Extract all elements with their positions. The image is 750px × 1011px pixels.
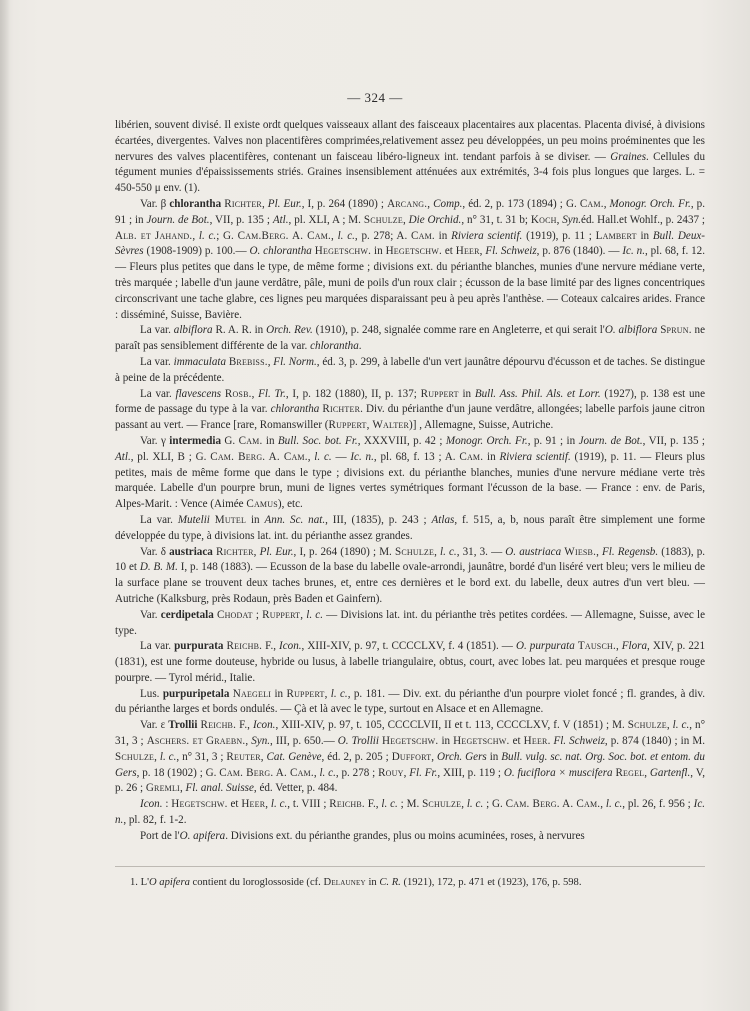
smallcaps-run: Regel [615, 766, 645, 779]
italic-run: Cat. Genève [266, 750, 322, 763]
italic-run: O. purpurata [515, 640, 575, 653]
text-run: , V, p. 26 ; [115, 766, 706, 795]
italic-run: Syn. [562, 213, 582, 226]
footnote-divider [115, 866, 705, 867]
bold-run: purpuripetala [162, 687, 230, 700]
smallcaps-run: Ruppert [286, 687, 325, 700]
text-run: in [458, 387, 475, 400]
italic-run: l. c. [466, 798, 484, 811]
text-run: , [265, 798, 271, 811]
italic-run: Icon. [140, 798, 163, 811]
smallcaps-run: Schulze [394, 545, 435, 558]
italic-run: O. fuciflora × muscifera [503, 766, 613, 779]
text-run: , [307, 450, 315, 463]
text-run: , VII, p. 135 ; [642, 434, 706, 447]
italic-run: C. R. [379, 877, 401, 888]
text-run: , XXXVIII, p. 42 ; [357, 434, 446, 447]
italic-run: Bull. vulg. sc. nat. Org. Soc. bot. et entom. du Gers [115, 750, 705, 779]
italic-run: Atlas [431, 513, 455, 526]
text-run: et [227, 798, 242, 811]
smallcaps-run: Heer [455, 245, 480, 258]
text-run: G. [221, 434, 239, 447]
text-run: Var. [140, 608, 161, 621]
text-run: , VII, p. 135 ; [209, 213, 273, 226]
text-run: , [666, 719, 673, 732]
smallcaps-run: Cam. [411, 229, 435, 242]
text-run: et [509, 735, 524, 748]
text-run: in [434, 229, 452, 242]
text-run: , XIII, p. 119 ; [437, 766, 504, 779]
paragraph [115, 545, 705, 608]
italic-run: Bull. Soc. bot. Fr. [277, 434, 358, 447]
text-run: , III, p. 650.— [270, 735, 338, 748]
text-run: Var. δ [140, 545, 170, 558]
footnote [130, 876, 705, 890]
text-run: , éd. 3, p. 299, à labelle d'un vert jaunâtre dépourvu d'écusson et de taches. Se distingue à peine de la précédente. [115, 355, 705, 384]
text-run: , [427, 197, 434, 210]
text-run: , t. VIII ; [287, 798, 330, 811]
text-run: F., [262, 640, 280, 653]
text-run: in [262, 434, 278, 447]
text-run: : [162, 798, 172, 811]
smallcaps-run: Tausch. [577, 640, 616, 653]
italic-run: Pl. Eur. [259, 545, 294, 558]
text-run: , éd. 2, p. 205 ; [321, 750, 392, 763]
text-run: , XIV, p. 221 (1831), est une forme douteuse, hybride ou lusus, à labelle triangulaire, obtus, court, avec lobes lat. peu marquées et presque rouge pourpre. — Tyrol mérid., Italie. [115, 640, 706, 684]
text-run: )] , Allemagne, Suisse, Autriche. [409, 419, 554, 432]
italic-run: Fl. anal. Suisse [185, 782, 254, 795]
smallcaps-run: Rosb. [224, 387, 252, 400]
smallcaps-run: Koch [530, 213, 557, 226]
text-run: in [486, 750, 502, 763]
text-run: . [547, 735, 554, 748]
italic-run: Atl. [272, 213, 289, 226]
italic-run: Comp. [433, 197, 463, 210]
text-run: , [600, 798, 606, 811]
text-run: , [192, 229, 199, 242]
paragraph [115, 323, 705, 355]
text-run: ; G. [216, 229, 238, 242]
smallcaps-run: Alb. et Jahand. [115, 229, 193, 242]
smallcaps-run: Cam. [459, 450, 484, 463]
text-run: , XIII-XIV, p. 97, t. 105, CCCCLVII, II et t. 113, CCCCLXV, f. V (1851) ; M. [275, 719, 628, 732]
text-run: , 31, 3. — [456, 545, 506, 558]
text-run: , p. 278 ; [335, 766, 379, 779]
italic-run: apifera [159, 877, 190, 888]
bold-run: cerdipetala [160, 608, 214, 621]
text-run: ; G. [483, 798, 506, 811]
italic-run: flavescens [175, 387, 222, 400]
text-run: Lus. [140, 687, 163, 700]
smallcaps-run: Wiesb. [564, 545, 597, 558]
smallcaps-run: Hegetschw. [453, 735, 510, 748]
italic-run: Fl. Norm. [273, 355, 317, 368]
text-run: , [313, 766, 320, 779]
italic-run: Graines [610, 150, 647, 163]
smallcaps-run: Schulze [627, 719, 667, 732]
bold-run: austriaca [169, 545, 213, 558]
italic-run: D. B. M. [139, 561, 178, 574]
paragraph [115, 608, 705, 640]
text-run: F., [236, 719, 253, 732]
paragraph [115, 687, 705, 719]
text-run: , I, p. 264 (1890) ; [301, 197, 388, 210]
paragraph [115, 355, 705, 387]
smallcaps-run: Richter [215, 545, 254, 558]
text-run: , [253, 545, 260, 558]
italic-run: l. c. [337, 229, 355, 242]
italic-run: immaculata [173, 355, 227, 368]
text-run: La var. [140, 324, 174, 337]
text-run: , pl. 68, f. 12. — Fleurs plus petites que dans le type, de même forme ; divisions ext. du périanthe blanches, munies d'une nervure médiane verte, très marquée ; labelle d'un jaune verdâtre, pâle, muni de poils d'un roux clair ; écusson de la base limité par des lignes concentriques circonscrivant une tache glabre, ces lignes peu marquées disparaissant peu à peu après l'anthèse. — Coteaux calcaires arides. France : disséminé, Suisse, Bavière. [115, 245, 705, 321]
italic-run: Journ. de Bot. [578, 434, 643, 447]
italic-run: Monogr. Orch. Fr. [609, 197, 691, 210]
text-run: , [434, 545, 441, 558]
smallcaps-run: Richter [224, 197, 262, 210]
italic-run: Atl. [115, 450, 131, 463]
smallcaps-run: Ruppert [262, 608, 301, 621]
smallcaps-run: Richter [322, 403, 361, 416]
smallcaps-run: Naegeli [232, 687, 272, 700]
smallcaps-run: Ruppert [420, 387, 459, 400]
paragraph [115, 513, 705, 545]
italic-run: Fl. Fr. [409, 766, 438, 779]
text-run: in [438, 735, 454, 748]
text-run: , [615, 640, 622, 653]
text-run: libérien, souvent divisé. Il existe ordt quelques vaisseaux allant des faisceaux placentaires aux placentas. Placenta divisé, à divisions écartées, divergentes. Valves non placentifères comprimées,relativement assez peu développées, un peu moins proéminentes que les nervures des valves placentifères, contenant un faisceau libéro-ligneux int. tendant parfois à se diviser. — [115, 119, 705, 163]
smallcaps-run: Schulze [422, 798, 462, 811]
italic-run: O [148, 877, 157, 888]
italic-run: l. c. [605, 798, 623, 811]
smallcaps-run: Hegetschw. [382, 735, 439, 748]
text-run: , [179, 782, 186, 795]
text-run: . Cellules du tégument munies d'épaississements striés. Graines insensiblement atténuées aux extrémités, 3-4 fois plus longues que larges. L. = 450-550 μ env. (1). [115, 150, 705, 195]
text-run: in [271, 687, 287, 700]
italic-run: Fl. Tr. [258, 387, 286, 400]
smallcaps-run: Reuter [226, 750, 261, 763]
text-run: , [251, 387, 259, 400]
italic-run: l. c. [319, 766, 336, 779]
italic-run: Ann. Sc. nat. [264, 513, 326, 526]
text-run: , n° 31, 3 ; [115, 719, 706, 748]
italic-run: l. c. [198, 229, 217, 242]
smallcaps-run: Rouy [378, 766, 404, 779]
italic-run: l. c. [330, 687, 348, 700]
italic-run: albiflora [173, 324, 213, 337]
italic-run: Journ. de Bot. [146, 213, 210, 226]
page-number: — 324 — [347, 90, 403, 105]
text-run: , [644, 766, 650, 779]
text-run: La var. [140, 513, 178, 526]
text-run: , [461, 798, 467, 811]
text-run: in [365, 877, 380, 888]
smallcaps-run: Lambert [595, 229, 637, 242]
body-text [115, 118, 705, 845]
text-run: , XIII-XIV, p. 97, t. CCCCLXV, f. 4 (1851). — [301, 640, 516, 653]
text-run: ; M. [397, 798, 423, 811]
italic-run: chlorantha [310, 340, 359, 353]
text-run: , [260, 750, 267, 763]
bold-run: Trollii [168, 719, 198, 732]
smallcaps-run: Arcang. [387, 197, 428, 210]
italic-run: Fl. Schweiz [553, 735, 605, 748]
smallcaps-run: Cam. Berg. A. Cam. [219, 766, 314, 779]
text-run: La var. [140, 387, 176, 400]
text-run: F., [364, 798, 382, 811]
smallcaps-run: Camus [246, 498, 278, 511]
italic-run: chlorantha [270, 403, 320, 416]
text-run: , p. 91 ; in [527, 434, 579, 447]
bold-run: intermedia [169, 434, 222, 447]
italic-run: l. c. [672, 719, 690, 732]
text-run: , p. 91 ; in [115, 197, 705, 226]
page-gutter-shadow [0, 0, 10, 1011]
text-run: (1908-1909) p. 100.— [143, 245, 250, 258]
smallcaps-run: Cam. [579, 197, 604, 210]
text-run: , n° 31, t. 31 b; [461, 213, 531, 226]
smallcaps-run: Cam. Berg. A. Cam. [210, 450, 308, 463]
text-run: , p. 874 (1840) ; in M. [604, 735, 705, 748]
text-run: La var. [140, 355, 174, 368]
text-run: , n° 31, 3 ; [176, 750, 227, 763]
text-run: Var. β [140, 197, 170, 210]
smallcaps-run: Gremli [145, 782, 180, 795]
text-run: . Div. du périanthe d'un jaune verdâtre, allongées; labelle parfois jaune citron passant au vert. — France [rare, Romanswiller ( [115, 403, 705, 432]
italic-run: Monogr. Orch. Fr. [445, 434, 528, 447]
italic-run: Riviera scientif. [499, 450, 571, 463]
italic-run: l. c. [270, 798, 288, 811]
paragraph [115, 797, 705, 829]
text-run: La var. [140, 640, 175, 653]
text-run: Port de l' [140, 829, 180, 842]
smallcaps-run: Cam. Berg. A. Cam. [505, 798, 601, 811]
smallcaps-run: Hegetschw. [314, 245, 372, 258]
smallcaps-run: Duffort [391, 750, 432, 763]
italic-run: Mutelii [177, 513, 210, 526]
text-run: , [431, 750, 438, 763]
text-run: , [603, 197, 610, 210]
text-run: — Divisions lat. int. du périanthe très petites cordées. — Allemagne, Suisse, avec le type. [115, 608, 705, 637]
text-run: (1919), p. 11. — Fleurs plus petites, mais de même forme que dans le type ; divisions ext. du périanthe blanches, munies d'une nervure médiane verte très marquée. Labelle d'un pourpre brun, muni de lignes vertes symétriques formant l'écusson de la base. — France : env. de Paris, Alpes-Marit. : Vence (Aimée [115, 450, 705, 511]
text-run: , [267, 355, 274, 368]
smallcaps-run: Brebiss. [228, 355, 268, 368]
text-run: , pl. 26, f. 956 ; [622, 798, 694, 811]
text-run: 1. L' [130, 877, 149, 888]
text-run: , [331, 229, 338, 242]
text-run: , pl. 82, f. 1-2. [123, 814, 187, 827]
italic-run: Ic. n. [115, 798, 706, 827]
italic-run: Flora [621, 640, 648, 653]
text-run: (1927), p. 138 est une forme de passage du type à la var. [115, 387, 706, 416]
text-run: , I, p. 182 (1880), II, p. 137; [285, 387, 421, 400]
smallcaps-run: Cam. [238, 434, 263, 447]
text-run: (1910), p. 248, signalée comme rare en Angleterre, et qui serait l' [312, 324, 605, 337]
text-run: et [441, 245, 456, 258]
italic-run: Bull. Ass. Phil. Als. et Lorr. [474, 387, 601, 400]
text-run: ; [252, 608, 263, 621]
italic-run: O. chlorantha [249, 245, 312, 258]
text-run: ne paraît pas sensiblement différente de la var. [115, 324, 706, 353]
text-run: , p. 181. — Div. ext. du périanthe d'un pourpre violet foncé ; fl. grandes, à div. du périanthe larges et bords ondulés. — Çà et là avec le type, surtout en Alsace et en Allemagne. [115, 687, 706, 716]
bold-run: purpurata [174, 640, 224, 653]
italic-run: l. c. [440, 545, 457, 558]
text-run: , III, (1835), p. 243 ; [325, 513, 432, 526]
smallcaps-run: Schulze [363, 213, 403, 226]
text-run: , p. 876 (1840). — [536, 245, 623, 258]
italic-run: O. Trollii [337, 735, 379, 748]
text-run: , éd. 2, p. 173 (1894) ; G. [462, 197, 580, 210]
text-run: éd. Hall.et Wohlf., p. 2437 ; [581, 213, 706, 226]
text-run: in [483, 450, 500, 463]
text-run: , [479, 245, 486, 258]
paragraph [115, 718, 705, 797]
text-run: , [403, 766, 410, 779]
italic-run: l. c. [314, 450, 332, 463]
paragraph [115, 197, 705, 323]
paragraph [115, 434, 705, 513]
smallcaps-run: Heer [523, 735, 548, 748]
paragraph [115, 829, 705, 845]
smallcaps-run: Hegetschw. [171, 798, 228, 811]
italic-run: Bull. Deux-Sèvres [115, 229, 705, 258]
italic-run: Ic. n. [622, 245, 645, 258]
italic-run: Orch. Gers [437, 750, 487, 763]
smallcaps-run: Mutel [214, 513, 247, 526]
text-run: , [261, 197, 268, 210]
smallcaps-run: Cam.Berg. A. Cam. [237, 229, 332, 242]
smallcaps-run: Aschers. et Graebn. [146, 735, 246, 748]
italic-run: Syn. [251, 735, 271, 748]
text-run: Var. ε [140, 719, 169, 732]
smallcaps-run: Hegetschw. [385, 245, 442, 258]
italic-run: Die Orchid. [408, 213, 462, 226]
text-run: , [245, 735, 252, 748]
text-run: contient du loroglossoside (cf. [189, 877, 324, 888]
italic-run: Fl. Schweiz [485, 245, 537, 258]
paragraph [115, 118, 705, 197]
text-run: , [596, 545, 602, 558]
text-run: (1883), p. 10 et [115, 545, 706, 574]
bold-run: chlorantha [169, 197, 222, 210]
italic-run: Riviera scientif. [451, 229, 523, 242]
text-run: (1921), 172, p. 471 et (1923), 176, p. 598. [400, 877, 582, 888]
text-run: in [636, 229, 653, 242]
italic-run: O. apifera [179, 829, 226, 842]
text-run: , [154, 750, 160, 763]
italic-run: Gartenfl. [649, 766, 691, 779]
italic-run: O. albiflora [604, 324, 658, 337]
italic-run: Pl. Eur. [267, 197, 302, 210]
italic-run: Icon. [279, 640, 302, 653]
smallcaps-run: Reichb. [329, 798, 365, 811]
text-run: in [246, 513, 265, 526]
text-run: , p. 278; A. [354, 229, 411, 242]
italic-run: l. c. [381, 798, 398, 811]
smallcaps-run: Chodat [216, 608, 253, 621]
text-run: . Divisions ext. du périanthe grandes, plus ou moins acuminées, roses, à nervures [225, 829, 585, 842]
smallcaps-run: Ruppert, Walter [328, 419, 410, 432]
smallcaps-run: Heer [241, 798, 266, 811]
smallcaps-run: Delauney [323, 877, 366, 888]
text-run: , I, p. 264 (1890) ; M. [293, 545, 395, 558]
smallcaps-run: Schulze [115, 750, 155, 763]
text-run: , p. 18 (1902) ; G. [136, 766, 220, 779]
text-run: , éd. Vetter, p. 484. [253, 782, 338, 795]
text-run: , [556, 213, 563, 226]
text-run: I, p. 148 (1883). — Ecusson de la base du labelle ovale-arrondi, jaunâtre, bordé d'un liséré vert bleu; vers le milieu de la surface plane se trouvent deux taches brunes, et, entre ces dernières et le bord ext. du labelle, deux autres d'un vert bleu. — Autriche (Kalksburg, près Rodaun, près Baden et Gainfern). [115, 561, 705, 605]
italic-run: Orch. Rev. [266, 324, 313, 337]
italic-run: O. austriaca [505, 545, 562, 558]
text-run: , pl. XLI, B ; G. [130, 450, 211, 463]
italic-run: l. c. [306, 608, 323, 621]
text-run: R. A. R. in [212, 324, 267, 337]
text-run: in [371, 245, 386, 258]
text-run: (1919), p. 11 ; [522, 229, 596, 242]
paragraph [115, 387, 705, 434]
text-run: , [402, 213, 409, 226]
paragraph [115, 639, 705, 686]
text-run: , [300, 608, 307, 621]
text-run: — [331, 450, 351, 463]
smallcaps-run: Reichb. [226, 640, 263, 653]
text-run: , pl. 68, f. 13 ; A. [373, 450, 460, 463]
text-run: , [324, 687, 331, 700]
italic-run: Icon. [252, 719, 276, 732]
text-run: . [358, 340, 362, 353]
italic-run: Ic. n. [350, 450, 374, 463]
smallcaps-run: Sprun. [660, 324, 692, 337]
text-run: , pl. XLI, A ; M. [288, 213, 364, 226]
smallcaps-run: Reichb. [200, 719, 237, 732]
text-run: ), etc. [277, 498, 303, 511]
italic-run: Fl. Regensb. [601, 545, 659, 558]
italic-run: l. c. [159, 750, 177, 763]
text-run: Var. γ [140, 434, 170, 447]
text-run: , f. 515, a, b, nous paraît être simplement une forme développée du type, à divisions lat. int. du périanthe assez grandes. [115, 513, 706, 542]
